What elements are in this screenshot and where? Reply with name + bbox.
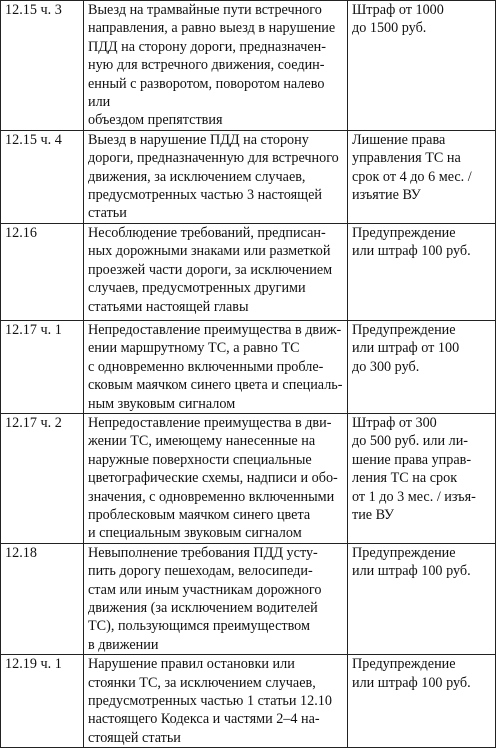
penalty-cell: Предупреждение или штраф 100 руб.	[348, 223, 496, 320]
article-cell: 12.16	[1, 223, 84, 320]
table-row	[1, 1, 496, 131]
table-row	[1, 655, 496, 748]
table-row	[1, 223, 496, 320]
penalty-cell: Предупреждение или штраф от 100 до 300 руб.	[348, 320, 496, 413]
table-body	[1, 1, 496, 748]
article-cell: 12.15 ч. 4	[1, 130, 84, 223]
article-cell: 12.19 ч. 1	[1, 655, 84, 748]
offense-cell: Непредоставление преимущества в дви- жении ТС, имеющему нанесенные на наружные поверхности специальные цветографические схемы, надписи и обо- значения, с одновременно включенными проблесковым маячком синего цвета и специальным звуковым сигналом	[84, 413, 348, 543]
penalty-cell: Лишение права управления ТС на срок от 4 до 6 мес. / изъятие ВУ	[348, 130, 496, 223]
article-cell: 12.15 ч. 3	[1, 1, 84, 131]
offense-cell: Непредоставление преимущества в движ- ении маршрутному ТС, а равно ТС с одновременно включенными пробле- сковым маячком синего цвета и специаль- ным звуковым сигналом	[84, 320, 348, 413]
penalty-cell: Предупреждение или штраф 100 руб.	[348, 543, 496, 654]
offense-cell: Невыполнение требования ПДД усту- пить дорогу пешеходам, велосипеди- стам или иным участникам дорожного движения (за исключением водителей ТС), пользующимся преимуществом в движении	[84, 543, 348, 654]
penalty-cell: Штраф от 300 до 500 руб. или ли- шение права управ- ления ТС на срок от 1 до 3 мес. / изъя- тие ВУ	[348, 413, 496, 543]
table-row	[1, 130, 496, 223]
article-cell: 12.17 ч. 1	[1, 320, 84, 413]
offense-cell: Несоблюдение требований, предписан- ных дорожными знаками или разметкой проезжей части дороги, за исключением случаев, предусмотренных другими статьями настоящей главы	[84, 223, 348, 320]
table-row	[1, 413, 496, 543]
article-cell: 12.18	[1, 543, 84, 654]
article-cell: 12.17 ч. 2	[1, 413, 84, 543]
offense-cell: Нарушение правил остановки или стоянки ТС, за исключением случаев, предусмотренных частью 1 статьи 12.10 настоящего Кодекса и частями 2–4 на- стоящей статьи	[84, 655, 348, 748]
table-row	[1, 320, 496, 413]
penalty-cell: Штраф от 1000 до 1500 руб.	[348, 1, 496, 131]
offense-cell: Выезд на трамвайные пути встречного направления, а равно выезд в нарушение ПДД на сторону дороги, предназначен- ную для встречного движения, соедин- енный с разворотом, поворотом налево или объездом препятствия	[84, 1, 348, 131]
table-row	[1, 543, 496, 654]
offense-cell: Выезд в нарушение ПДД на сторону дороги, предназначенную для встречного движения, за исключением случаев, предусмотренных частью 3 настоящей статьи	[84, 130, 348, 223]
penalty-cell: Предупреждение или штраф 100 руб.	[348, 655, 496, 748]
